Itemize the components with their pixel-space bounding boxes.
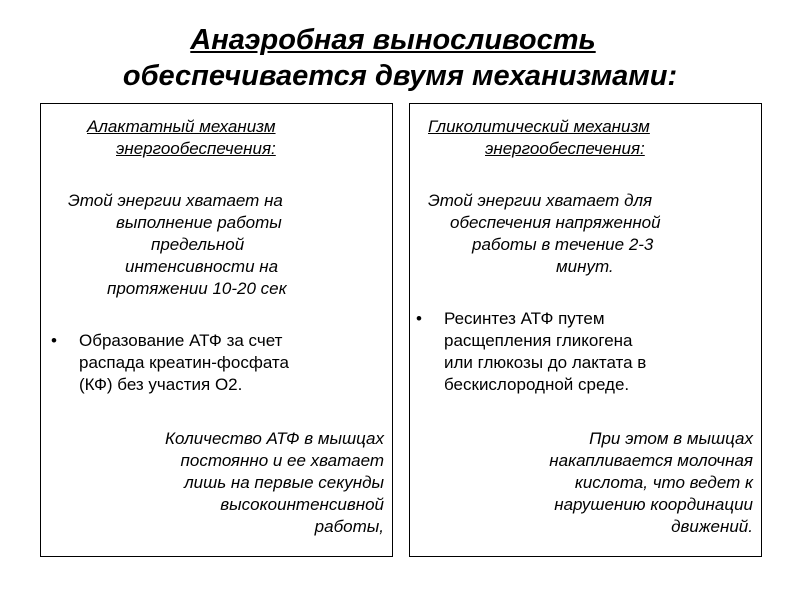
alactic-heading-line1: Алактатный механизм <box>87 117 276 136</box>
glycolytic-bullet-line1: Ресинтез АТФ путем <box>444 309 605 328</box>
alactic-para2-line1: Количество АТФ в мышцах <box>165 429 384 448</box>
glycolytic-para2-line1: При этом в мышцах <box>589 429 753 448</box>
alactic-para2-line2: постоянно и ее хватает <box>180 451 384 470</box>
glycolytic-para1-line3: работы в течение 2-3 <box>472 235 654 254</box>
alactic-bullet-line2: распада креатин-фосфата <box>79 353 289 372</box>
glycolytic-para2-line4: нарушению координации <box>554 495 753 514</box>
alactic-para1-line5: протяжении 10-20 сек <box>107 279 287 298</box>
glycolytic-heading-line1: Гликолитический механизм <box>428 117 650 136</box>
glycolytic-para2-line5: движений. <box>671 517 753 536</box>
alactic-para2-line5: работы, <box>314 517 384 536</box>
glycolytic-bullet <box>416 308 647 396</box>
glycolytic-para1-line2: обеспечения напряженной <box>450 213 661 232</box>
slide-title <box>0 22 800 94</box>
alactic-bullet-line1: Образование АТФ за счет <box>79 331 283 350</box>
alactic-para1-line3: предельной <box>151 235 245 254</box>
bullet-icon: • <box>51 331 57 350</box>
slide-title-line1: Анаэробная выносливость <box>190 24 596 56</box>
alactic-heading-line2: энергообеспечения: <box>116 139 276 158</box>
glycolytic-heading-line2: энергообеспечения: <box>485 139 645 158</box>
glycolytic-bullet-line4: бескислородной среде. <box>444 375 630 394</box>
glycolytic-mechanism-box <box>409 103 762 557</box>
alactic-bullet-line3: (КФ) без участия О2. <box>79 375 243 394</box>
alactic-bullet <box>51 330 289 396</box>
glycolytic-para2-line2: накапливается молочная <box>549 451 753 470</box>
alactic-para1-line4: интенсивности на <box>125 257 279 276</box>
glycolytic-bullet-line3: или глюкозы до лактата в <box>444 353 647 372</box>
glycolytic-bullet-line2: расщепления гликогена <box>444 331 633 350</box>
glycolytic-para1-line4: минут. <box>556 257 614 276</box>
glycolytic-para1-line1: Этой энергии хватает для <box>428 191 653 210</box>
alactic-mechanism-box <box>40 103 393 557</box>
alactic-para2-line4: высокоинтенсивной <box>220 495 384 514</box>
slide-title-line2: обеспечивается двумя механизмами: <box>122 60 678 92</box>
alactic-para2-line3: лишь на первые секунды <box>184 473 384 492</box>
glycolytic-para2-line3: кислота, что ведет к <box>574 473 753 492</box>
bullet-icon: • <box>416 309 422 328</box>
alactic-para1-line2: выполнение работы <box>116 213 282 232</box>
alactic-para1-line1: Этой энергии хватает на <box>68 191 283 210</box>
